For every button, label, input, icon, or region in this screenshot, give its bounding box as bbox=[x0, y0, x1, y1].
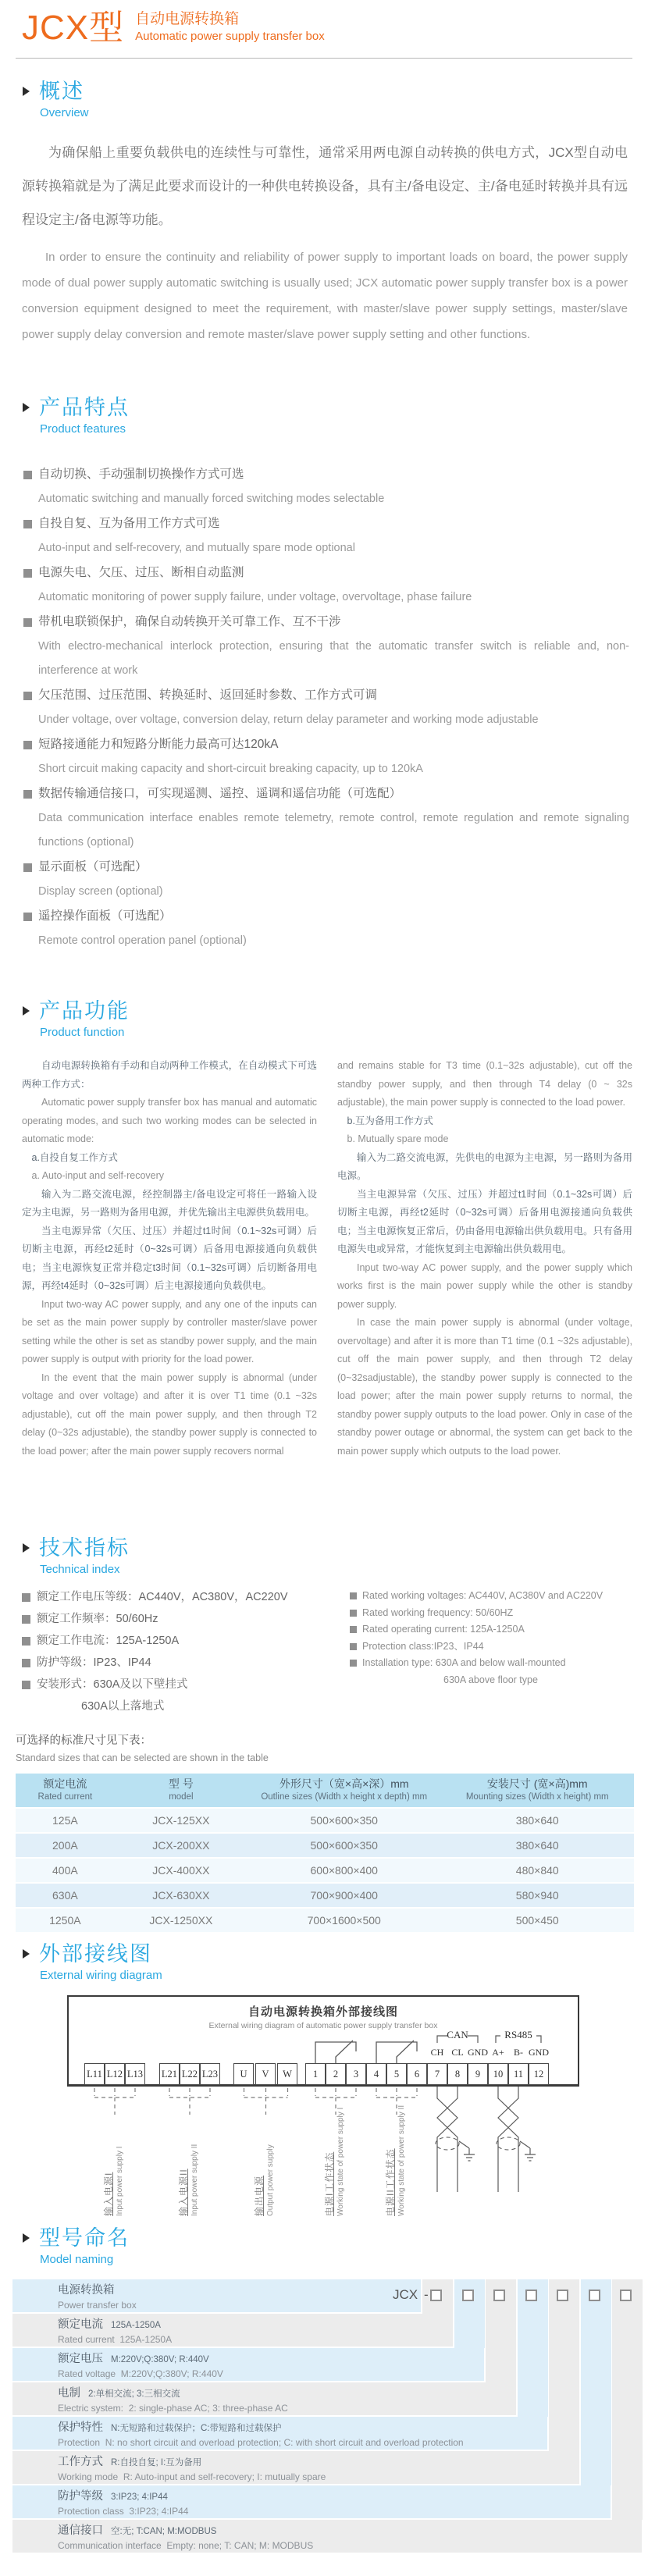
rs485-bus-label: RS485 bbox=[504, 2029, 532, 2041]
product-title-en: Automatic power supply transfer box bbox=[135, 30, 325, 43]
function-paragraph: a. Auto-input and self-recovery bbox=[31, 1170, 165, 1181]
code-box bbox=[620, 2290, 632, 2301]
section-title-en: Model naming bbox=[40, 2253, 114, 2266]
feature-item bbox=[23, 732, 629, 781]
feature-item bbox=[23, 610, 629, 683]
section-wiring-heading bbox=[0, 1941, 648, 1984]
cell-outline-size: 500×600×350 bbox=[247, 1834, 441, 1859]
group-label-zh: 输出电源 bbox=[254, 2175, 265, 2216]
function-right-column bbox=[337, 1057, 632, 1461]
terminal: 9 bbox=[468, 2063, 488, 2085]
terminal: L12 bbox=[105, 2063, 125, 2085]
feature-item bbox=[23, 904, 629, 953]
bullet-square bbox=[22, 1593, 30, 1602]
group-label-en: Working state of power supply I bbox=[336, 2107, 345, 2216]
function-paragraph: In the event that the main power supply is abnormal (under voltage and over voltage) and after it is over T1 time (0.1 ~32s adjustable), cut off the main power supply, and then through T2 delay (0~32s adjustable), the standby power supply is connected to the load power; after the main power supply recovers normal bbox=[22, 1372, 317, 1457]
ground-symbol bbox=[459, 2141, 475, 2161]
bullet-square bbox=[23, 471, 32, 479]
naming-row: 工作方式 R:自投自复; I:互为备用 Working mode R: Auto-input and self-recovery; I: mutually spare bbox=[12, 2451, 579, 2484]
group-label-en: Output power supply bbox=[266, 2144, 275, 2216]
pin-label: CL bbox=[451, 2047, 464, 2058]
section-marker-icon bbox=[23, 87, 30, 96]
terminal: 3 bbox=[346, 2063, 366, 2085]
technical-item-continuation: 630A以上落地式 bbox=[81, 1700, 165, 1713]
function-paragraph: 输入为二路交流电源，先供电的电源为主电源，另一路则为备用电源。 bbox=[337, 1151, 632, 1181]
naming-row: 通信接口 空:无; T:CAN; M:MODBUS Communication interface Empty: none; T: CAN; M: MODBUS bbox=[12, 2520, 642, 2553]
table-row bbox=[16, 1884, 634, 1909]
bullet-square bbox=[23, 863, 32, 872]
bullet-square bbox=[23, 790, 32, 799]
section-title-en: Product features bbox=[40, 422, 126, 436]
group-label-zh: 输入电源II bbox=[178, 2169, 189, 2216]
code-box bbox=[557, 2290, 568, 2301]
bullet-square bbox=[350, 1643, 357, 1650]
technical-item: 安装形式：630A及以下壁挂式 bbox=[22, 1674, 334, 1695]
feature-zh: 显示面板（可选配） bbox=[38, 860, 148, 873]
technical-item: Rated working frequency: 50/60HZ bbox=[350, 1605, 640, 1622]
feature-item bbox=[23, 855, 629, 904]
feature-item bbox=[23, 511, 629, 560]
model-naming-diagram bbox=[12, 2279, 642, 2554]
cell-mounting-size: 480×840 bbox=[440, 1859, 634, 1884]
naming-row: 防护等级 3:IP23; 4:IP44 Protection class 3:IP23; 4:IP44 bbox=[12, 2485, 611, 2518]
cell-mounting-size: 580×940 bbox=[440, 1884, 634, 1909]
function-paragraph: 自动电源转换箱有手动和自动两种工作模式，在自动模式下可选两种工作方式： bbox=[22, 1060, 317, 1090]
bullet-square bbox=[23, 618, 32, 627]
feature-en: With electro-mechanical interlock protection, ensuring that the automatic transfer switch is reliable and, non-interference at work bbox=[38, 640, 629, 677]
feature-list bbox=[23, 462, 629, 953]
code-box bbox=[462, 2290, 474, 2301]
feature-en: Under voltage, over voltage, conversion delay, return delay parameter and working mode adjustable bbox=[38, 713, 539, 726]
terminal: L22 bbox=[180, 2063, 200, 2085]
cell-rated-current: 1250A bbox=[16, 1909, 115, 1934]
naming-row: 电制 2:单相交流; 3:三相交流 Electric system: 2: single-phase AC; 3: three-phase AC bbox=[12, 2382, 516, 2415]
overview-paragraph-en: In order to ensure the continuity and reliability of power supply to important loads on board, the power supply mode of dual power supply automatic switching is usually used; JCX automatic power supply transfer box is a power conversion equipment designed to meet the requirement, with master/slave power supply settings, master/slave power supply delay conversion and remote master/slave power supply setting and other functions. bbox=[22, 251, 628, 341]
table-row bbox=[16, 1809, 634, 1834]
cell-outline-size: 500×600×350 bbox=[247, 1809, 441, 1834]
section-marker-icon bbox=[23, 403, 30, 412]
wiring-box-title-zh: 自动电源转换箱外部接线图 bbox=[247, 2005, 398, 2019]
cable-shield bbox=[497, 2137, 520, 2150]
cell-outline-size: 700×1600×500 bbox=[247, 1909, 441, 1934]
section-overview-heading bbox=[0, 78, 648, 122]
ground-symbol bbox=[520, 2141, 536, 2161]
terminal: 8 bbox=[447, 2063, 468, 2085]
table-row bbox=[16, 1834, 634, 1859]
section-marker-icon bbox=[23, 1949, 30, 1959]
feature-en: Display screen (optional) bbox=[38, 885, 163, 898]
function-left-column bbox=[22, 1057, 317, 1461]
section-title-zh: 型号命名 bbox=[39, 2226, 130, 2250]
group-label-en: Input power supply II bbox=[190, 2144, 199, 2216]
column-header: 型 号 model bbox=[115, 1774, 247, 1809]
technical-item: Installation type: 630A and below wall-mounted bbox=[350, 1655, 640, 1672]
function-paragraph: Automatic power supply transfer box has manual and automatic operating modes, and such two working modes can be selected in automatic mode: bbox=[22, 1097, 317, 1144]
section-features-heading bbox=[0, 394, 648, 438]
code-box bbox=[430, 2290, 442, 2301]
terminal: 12 bbox=[529, 2063, 549, 2085]
cable-shield bbox=[436, 2137, 459, 2150]
section-title-en: Technical index bbox=[40, 1563, 120, 1576]
section-function-heading bbox=[0, 998, 648, 1041]
feature-zh: 带机电联锁保护，确保自动转换开关可靠工作、互不干涉 bbox=[38, 615, 341, 628]
sizes-intro-zh: 可选择的标准尺寸见下表： bbox=[16, 1735, 151, 1747]
overview-paragraph-zh: 为确保船上重要负载供电的连续性与可靠性，通常采用两电源自动转换的供电方式，JCX型自动电源转换箱就是为了满足此要求而设计的一种供电转换设备，具有主/备电设定、主/备电延时转换并具有远程设定主/备电源等功能。 bbox=[22, 145, 628, 227]
code-column-strip bbox=[581, 2279, 611, 2485]
terminal: 7 bbox=[427, 2063, 447, 2085]
bullet-square bbox=[350, 1660, 357, 1667]
technical-item: 额定工作电压等级：AC440V，AC380V，AC220V bbox=[22, 1586, 334, 1608]
terminal: 2 bbox=[326, 2063, 346, 2085]
terminal: 4 bbox=[366, 2063, 386, 2085]
technical-left-column bbox=[22, 1586, 334, 1717]
bullet-square bbox=[23, 569, 32, 578]
terminal: 5 bbox=[386, 2063, 407, 2085]
header-divider bbox=[16, 58, 632, 59]
bullet-square bbox=[350, 1626, 357, 1633]
terminal: L13 bbox=[125, 2063, 145, 2085]
code-column-strip bbox=[612, 2279, 643, 2520]
technical-item: Rated operating current: 125A-1250A bbox=[350, 1621, 640, 1638]
terminal: W bbox=[277, 2063, 297, 2085]
section-title-en: Overview bbox=[40, 106, 89, 119]
cell-model: JCX-125XX bbox=[115, 1809, 247, 1834]
function-columns bbox=[22, 1057, 632, 1461]
cell-model: JCX-400XX bbox=[115, 1859, 247, 1884]
cell-model: JCX-1250XX bbox=[115, 1909, 247, 1934]
feature-en: Data communication interface enables remote telemetry, remote control, remote regulation and remote signaling functions (optional) bbox=[38, 812, 629, 849]
cell-mounting-size: 380×640 bbox=[440, 1834, 634, 1859]
naming-row: 额定电压 M:220V;Q:380V; R:440V Rated voltage M:220V;Q:380V; R:440V bbox=[12, 2348, 484, 2381]
section-naming-heading bbox=[0, 2225, 648, 2268]
feature-item bbox=[23, 683, 629, 732]
function-paragraph: 当主电源异常（欠压、过压）并超过t1时间（0.1~32s可调）后切断主电源，再经t2延时（0~32s可调）后备用电源接通向负载供电；当主电源恢复正常后，仍由备用电源输出供负载用电。只有备用电源失电或异常，才能恢复到主电源输出供负载用电。 bbox=[337, 1188, 632, 1254]
section-title-en: Product function bbox=[40, 1026, 125, 1039]
section-title-zh: 产品功能 bbox=[39, 999, 130, 1023]
model-prefix: JCX bbox=[393, 2287, 418, 2302]
feature-en: Automatic switching and manually forced switching modes selectable bbox=[38, 493, 385, 505]
can-bus-label: CAN bbox=[447, 2029, 468, 2041]
sizes-table bbox=[16, 1774, 634, 1934]
code-box bbox=[525, 2290, 537, 2301]
naming-row: 保护特性 N:无短路和过载保护；C:带短路和过载保护 Protection N: no short circuit and overload protection; C: with short circuit and overload protection bbox=[12, 2417, 547, 2450]
pin-label: A+ bbox=[492, 2047, 504, 2058]
terminal: 10 bbox=[488, 2063, 508, 2085]
cell-outline-size: 600×800×400 bbox=[247, 1859, 441, 1884]
pin-label: B- bbox=[514, 2047, 523, 2058]
section-title-zh: 产品特点 bbox=[39, 396, 130, 419]
feature-item bbox=[23, 462, 629, 511]
wiring-diagram bbox=[67, 1995, 581, 2229]
function-paragraph: and remains stable for T3 time (0.1~32s adjustable), cut off the standby power supply, and then through T4 delay (0 ~ 32s adjustable), the main power supply is connected to the load power. bbox=[337, 1060, 632, 1108]
feature-en: Auto-input and self-recovery, and mutually spare mode optional bbox=[38, 542, 355, 554]
technical-item-continuation: 630A above floor type bbox=[443, 1674, 538, 1685]
column-header: 额定电流 Rated current bbox=[16, 1774, 115, 1809]
section-title-zh: 技术指标 bbox=[39, 1536, 130, 1560]
cell-model: JCX-200XX bbox=[115, 1834, 247, 1859]
bullet-square bbox=[23, 520, 32, 528]
function-paragraph: Input two-way AC power supply, and any one of the inputs can be set as the main power supply by controller master/slave power setting while the other is set as standby power supply, and the main power supply is output with priority for the load power. bbox=[22, 1298, 317, 1364]
bullet-square bbox=[350, 1592, 357, 1599]
terminal: 1 bbox=[305, 2063, 326, 2085]
bullet-square bbox=[23, 741, 32, 749]
terminal: L21 bbox=[159, 2063, 180, 2085]
pin-label: GND bbox=[529, 2047, 549, 2058]
page-header bbox=[22, 8, 325, 48]
function-paragraph: b.互为备用工作方式 bbox=[347, 1115, 433, 1126]
group-label-zh: 输入电源I bbox=[103, 2172, 114, 2216]
model-dash: - bbox=[424, 2287, 429, 2302]
feature-zh: 数据传输通信接口，可实现遥测、遥控、遥调和遥信功能（可选配） bbox=[38, 787, 402, 800]
section-title-en: External wiring diagram bbox=[40, 1969, 162, 1982]
bullet-square bbox=[23, 692, 32, 700]
function-paragraph: b. Mutually spare mode bbox=[347, 1133, 449, 1144]
section-marker-icon bbox=[23, 2233, 30, 2243]
terminal: 6 bbox=[407, 2063, 427, 2085]
feature-en: Automatic monitoring of power supply failure, under voltage, overvoltage, phase failure bbox=[38, 591, 472, 603]
bullet-square bbox=[22, 1615, 30, 1624]
technical-item: Protection class:IP23、IP44 bbox=[350, 1638, 640, 1656]
twisted-pair bbox=[498, 2087, 518, 2192]
function-paragraph: In case the main power supply is abnormal (under voltage, overvoltage) and after it is more than T1 time (0.1 ~32s adjustable), cut off the main power supply, and then through T2 delay (0~32sadjustable), the standby power supply is connected to the load power; after the main power supply returns to normal, the standby power supply outputs to the load power. Only in case of the standby power outage or abnormal, the system can get back to the main power supply which outputs to the load power. bbox=[337, 1317, 632, 1457]
feature-item bbox=[23, 781, 629, 855]
group-label-zh: 电源I工作状态 bbox=[324, 2151, 335, 2216]
technical-item: 额定工作电流：125A-1250A bbox=[22, 1630, 334, 1652]
technical-item: 防护等级：IP23、IP44 bbox=[22, 1652, 334, 1674]
cell-mounting-size: 380×640 bbox=[440, 1809, 634, 1834]
feature-zh: 欠压范围、过压范围、转换延时、返回延时参数、工作方式可调 bbox=[38, 688, 378, 702]
bullet-square bbox=[22, 1681, 30, 1689]
product-title-zh: 自动电源转换箱 bbox=[135, 11, 240, 27]
section-technical-heading bbox=[0, 1535, 648, 1578]
wiring-box-title-en: External wiring diagram of automatic power supply transfer box bbox=[208, 2021, 438, 2030]
table-row bbox=[16, 1909, 634, 1934]
group-bracket-dashed bbox=[94, 2088, 417, 2115]
feature-en: Remote control operation panel (optional) bbox=[38, 934, 247, 947]
function-paragraph: a.自投自复工作方式 bbox=[31, 1151, 118, 1163]
group-label-en: Working state of power supply II bbox=[397, 2105, 406, 2216]
naming-row: 电源转换箱 Power transfer box bbox=[12, 2279, 421, 2312]
column-header: 外形尺寸（宽×高×深）mm Outline sizes (Width x height x depth) mm bbox=[247, 1774, 441, 1809]
sizes-intro-en: Standard sizes that can be selected are shown in the table bbox=[16, 1752, 269, 1763]
group-label-zh: 电源II工作状态 bbox=[385, 2148, 396, 2216]
feature-item bbox=[23, 560, 629, 610]
terminal: L11 bbox=[84, 2063, 105, 2085]
function-paragraph: Input two-way AC power supply, and the power supply which works first is the main power supply while the other is standby power supply. bbox=[337, 1261, 632, 1310]
cell-model: JCX-630XX bbox=[115, 1884, 247, 1909]
feature-zh: 短路接通能力和短路分断能力最高可达120kA bbox=[38, 738, 279, 751]
feature-zh: 遥控操作面板（可选配） bbox=[38, 909, 172, 923]
terminal: V bbox=[255, 2063, 276, 2085]
cell-mounting-size: 500×450 bbox=[440, 1909, 634, 1934]
bullet-square bbox=[22, 1659, 30, 1667]
naming-row: 额定电流 125A-1250A Rated current 125A-1250A bbox=[12, 2314, 453, 2347]
technical-item: Rated working voltages: AC440V, AC380V and AC220V bbox=[350, 1588, 640, 1605]
pin-label: CH bbox=[430, 2047, 444, 2058]
feature-zh: 自投自复、互为备用工作方式可选 bbox=[38, 517, 220, 530]
column-header: 安装尺寸 (宽×高)mm Mounting sizes (Width x height) mm bbox=[440, 1774, 634, 1809]
terminal: 11 bbox=[508, 2063, 529, 2085]
section-title-zh: 概述 bbox=[39, 80, 84, 103]
technical-right-column bbox=[350, 1588, 640, 1688]
function-paragraph: 输入为二路交流电源，经控制器主/备电设定可将任一路输入设定为主电源，另一路则为备用电源，并优先输出主电源供负载用电。 bbox=[22, 1188, 317, 1218]
bullet-square bbox=[350, 1610, 357, 1617]
bullet-square bbox=[22, 1637, 30, 1646]
cell-rated-current: 125A bbox=[16, 1809, 115, 1834]
function-paragraph: 当主电源异常（欠压、过压）并超过t1时间（0.1~32s可调）后切断主电源，再经t2延时（0~32s可调）后备用电源接通向负载供电；当主电源恢复正常并稳定t3时间（0.1~32s可调）后切断备用电源，再经t4延时（0~32s可调）后主电源接通向负载供电。 bbox=[22, 1225, 317, 1291]
feature-zh: 自动切换、手动强制切换操作方式可选 bbox=[38, 468, 244, 481]
feature-zh: 电源失电、欠压、过压、断相自动监测 bbox=[38, 566, 244, 579]
product-model: JCX型 bbox=[22, 9, 125, 47]
feature-en: Short circuit making capacity and short-circuit breaking capacity, up to 120kA bbox=[38, 763, 423, 775]
table-row bbox=[16, 1859, 634, 1884]
code-box bbox=[493, 2290, 505, 2301]
twisted-pair bbox=[437, 2087, 458, 2192]
pin-label: GND bbox=[468, 2047, 488, 2058]
section-marker-icon bbox=[23, 1006, 30, 1016]
section-marker-icon bbox=[23, 1543, 30, 1553]
terminal: L23 bbox=[200, 2063, 220, 2085]
cell-rated-current: 200A bbox=[16, 1834, 115, 1859]
cell-rated-current: 630A bbox=[16, 1884, 115, 1909]
technical-item: 额定工作频率：50/60Hz bbox=[22, 1608, 334, 1630]
bullet-square bbox=[23, 913, 32, 921]
group-label-en: Input power supply I bbox=[116, 2146, 124, 2216]
cell-outline-size: 700×900×400 bbox=[247, 1884, 441, 1909]
section-title-zh: 外部接线图 bbox=[39, 1942, 152, 1966]
code-column-strip bbox=[549, 2279, 579, 2451]
sizes-table-header-row bbox=[16, 1774, 634, 1809]
sizes-block bbox=[16, 1731, 634, 1934]
overview-body bbox=[0, 123, 648, 347]
code-box bbox=[589, 2290, 600, 2301]
cell-rated-current: 400A bbox=[16, 1859, 115, 1884]
terminal: U bbox=[233, 2063, 254, 2085]
